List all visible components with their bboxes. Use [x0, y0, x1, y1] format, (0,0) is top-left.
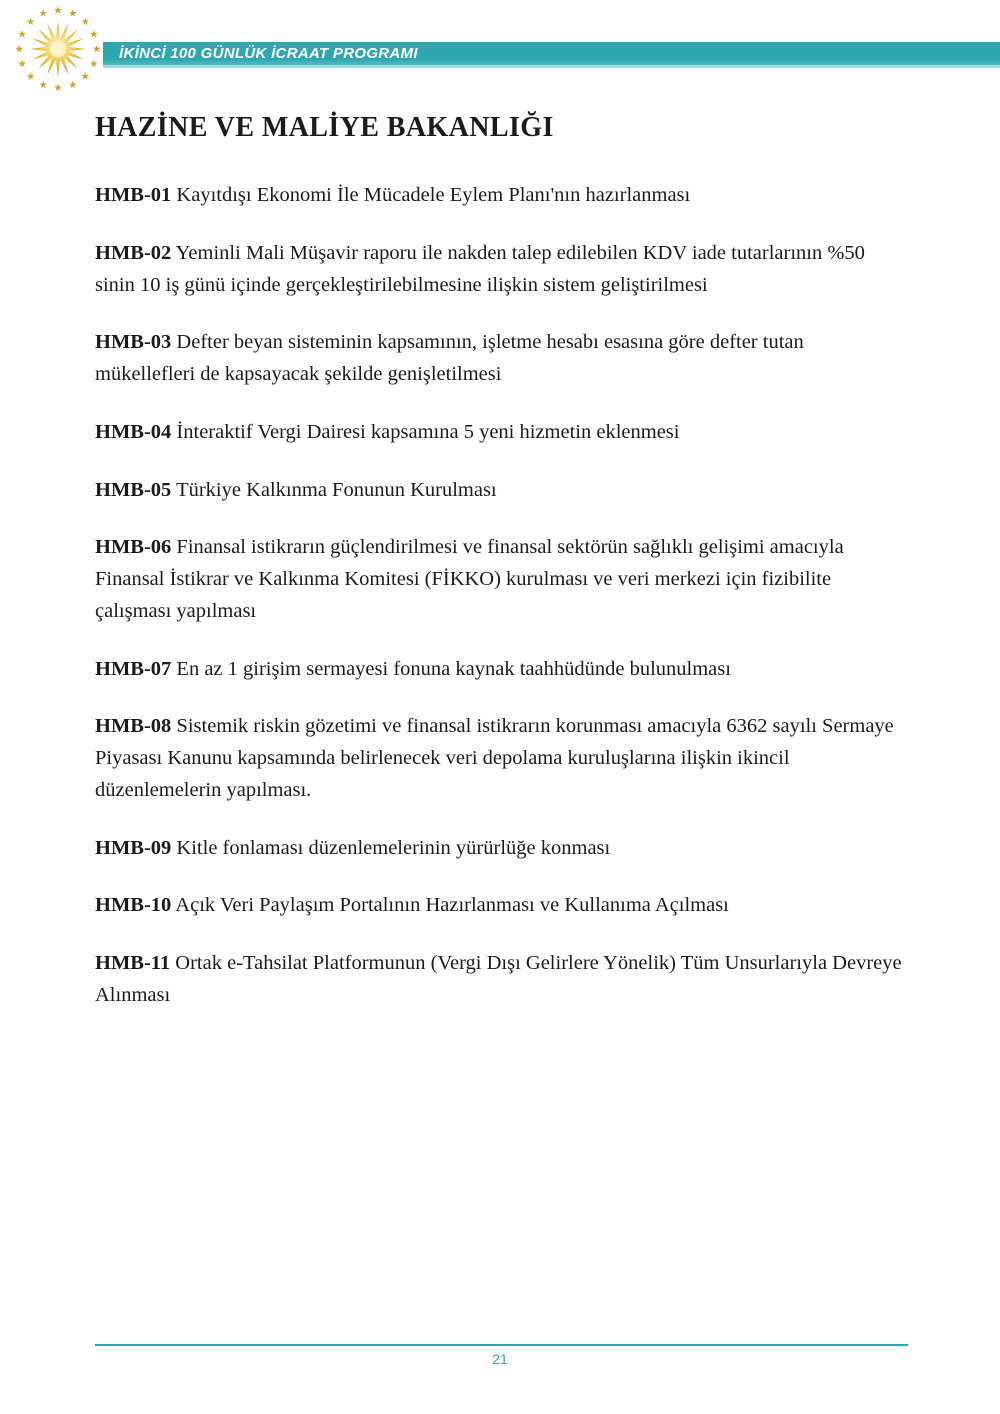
item-code: HMB-05: [95, 478, 172, 501]
program-title: İKİNCİ 100 GÜNLÜK İCRAAT PROGRAMI: [119, 45, 418, 62]
item-text: Ortak e-Tahsilat Platformunun (Vergi Dışı Gelirlere Yönelik) Tüm Unsurlarıyla Devreye Alınması: [95, 952, 902, 1007]
page-title: HAZİNE VE MALİYE BAKANLIĞI: [95, 112, 554, 143]
item-code: HMB-09: [95, 836, 172, 859]
action-item: [95, 654, 908, 686]
action-item: [95, 948, 908, 1012]
item-text: Sistemik riskin gözetimi ve finansal istikrarın korunması amacıyla 6362 sayılı Sermaye Piyasası Kanunu kapsamında belirlenecek veri depolama kuruluşlarına ilişkin ikincil düzenlemelerin yapılması.: [95, 715, 894, 801]
item-code: HMB-11: [95, 952, 171, 975]
action-item: [95, 532, 908, 627]
footer-divider: [95, 1344, 908, 1346]
item-text: Türkiye Kalkınma Fonunun Kurulması: [176, 478, 497, 501]
item-code: HMB-10: [95, 894, 172, 917]
item-text: Yeminli Mali Müşavir raporu ile nakden talep edilebilen KDV iade tutarlarının %50 sinin 10 iş günü içinde gerçekleştirilebilmesine ilişkin sistem geliştirilmesi: [95, 241, 865, 296]
action-item: [95, 833, 908, 865]
action-items-list: [95, 180, 908, 1012]
item-code: HMB-06: [95, 536, 172, 559]
item-text: Kitle fonlaması düzenlemelerinin yürürlüğe konması: [176, 836, 611, 859]
item-text: Defter beyan sisteminin kapsamının, işletme hesabı esasına göre defter tutan mükellefleri de kapsayacak şekilde genişletilmesi: [95, 331, 804, 386]
item-text: Finansal istikrarın güçlendirilmesi ve finansal sektörün sağlıklı gelişimi amacıyla Finansal İstikrar ve Kalkınma Komitesi (FİKKO) kurulması ve veri merkezi için fizibilite çalışması yapılması: [95, 536, 844, 622]
page-number: 21: [492, 1351, 508, 1367]
item-code: HMB-01: [95, 184, 172, 206]
action-item: [95, 890, 908, 922]
item-code: HMB-08: [95, 715, 172, 738]
item-code: HMB-04: [95, 420, 172, 443]
item-code: HMB-07: [95, 657, 172, 680]
item-code: HMB-03: [95, 331, 172, 354]
action-item: [95, 238, 908, 302]
item-text: Açık Veri Paylaşım Portalının Hazırlanması ve Kullanıma Açılması: [175, 894, 729, 917]
item-code: HMB-02: [95, 241, 172, 264]
item-text: En az 1 girişim sermayesi fonuna kaynak taahhüdünde bulunulması: [176, 657, 731, 680]
action-item: [95, 711, 908, 806]
action-item: [95, 327, 908, 391]
action-item: [95, 475, 908, 507]
item-text: İnteraktif Vergi Dairesi kapsamına 5 yeni hizmetin eklenmesi: [176, 420, 680, 443]
action-item: [95, 180, 908, 212]
action-item: [95, 417, 908, 449]
item-text: Kayıtdışı Ekonomi İle Mücadele Eylem Planı'nın hazırlanması: [176, 184, 691, 206]
